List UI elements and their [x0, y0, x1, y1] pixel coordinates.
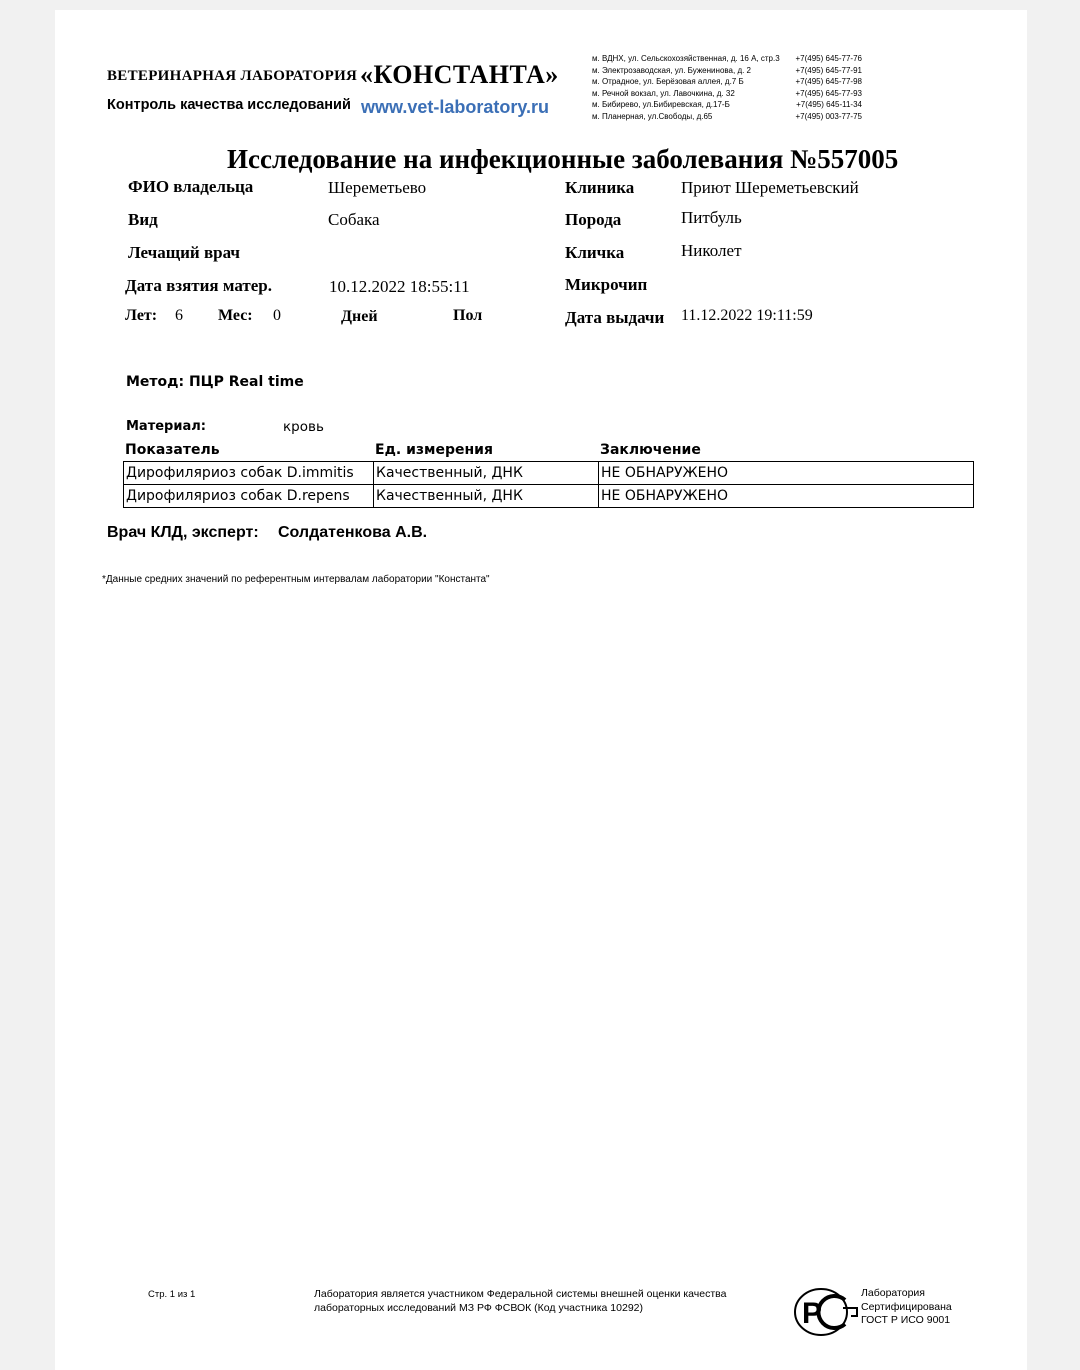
months-label: Мес:: [218, 307, 253, 324]
address-text: м. Планерная, ул.Свободы, д.65: [592, 111, 713, 121]
phone-text: +7(495) 645-11-34: [796, 100, 862, 109]
certification-text: [861, 1287, 971, 1328]
table-cell: Дирофиляриоз собак D.immitis: [124, 462, 374, 485]
lab-brand: «КОНСТАНТА»: [360, 60, 559, 89]
table-cell: Качественный, ДНК: [374, 462, 599, 485]
column-header-unit: Ед. измерения: [375, 442, 493, 458]
clinic-value: Приют Шереметьевский: [681, 178, 859, 197]
issue-date-label: Дата выдачи: [565, 308, 665, 327]
phone-text: +7(495) 645-77-76: [795, 54, 862, 63]
table-cell: НЕ ОБНАРУЖЕНО: [599, 485, 974, 508]
material-value: кровь: [283, 419, 324, 435]
table-cell: Дирофиляриоз собак D.repens: [124, 485, 374, 508]
address-text: м. Бибирево, ул.Бибиревская, д.17-Б: [592, 100, 730, 109]
chip-label: Микрочип: [565, 275, 648, 294]
owner-value: Шереметьево: [328, 178, 427, 197]
address-row: [592, 88, 862, 100]
page-number: Стр. 1 из 1: [148, 1289, 196, 1300]
certification-logo-icon: [793, 1286, 861, 1338]
address-row: [592, 65, 862, 77]
phone-text: +7(495) 645-77-93: [795, 88, 862, 98]
address-row: [592, 53, 862, 65]
species-value: Собака: [328, 210, 380, 229]
lab-name: ВЕТЕРИНАРНАЯ ЛАБОРАТОРИЯ: [107, 68, 358, 84]
clinic-label: Клиника: [565, 178, 635, 197]
signer-label: Врач КЛД, эксперт:: [107, 524, 259, 541]
table-row: [124, 462, 974, 485]
owner-label: ФИО владельца: [128, 177, 254, 196]
cert-line: ГОСТ Р ИСО 9001: [861, 1314, 951, 1326]
table-cell: Качественный, ДНК: [374, 485, 599, 508]
address-text: м. Отрадное, ул. Берёзовая аллея, д.7 Б: [592, 77, 744, 86]
phone-text: +7(495) 645-77-91: [795, 65, 862, 75]
column-header-conclusion: Заключение: [600, 442, 701, 458]
column-header-indicator: Показатель: [125, 442, 220, 458]
method-text: Метод: ПЦР Real time: [126, 374, 304, 390]
svg-text:Р: Р: [802, 1297, 823, 1330]
months-value: 0: [273, 307, 281, 324]
cert-line: Сертифицирована: [861, 1300, 952, 1313]
fsvok-note: Лаборатория является участником Федеральной системы внешней оценки качества лабораторных исследований МЗ РФ ФСВОК (Код участника 10292): [314, 1288, 727, 1314]
sample-date-label: Дата взятия матер.: [125, 276, 272, 295]
cert-line: Лаборатория: [861, 1287, 925, 1299]
sex-label: Пол: [453, 307, 483, 324]
signer-name: Солдатенкова А.В.: [278, 524, 428, 541]
phone-text: +7(495) 003-77-75: [795, 111, 862, 121]
breed-value: Питбуль: [681, 208, 742, 227]
document-title: Исследование на инфекционные заболевания №557005: [227, 144, 899, 174]
results-table: [123, 461, 974, 508]
nickname-value: Николет: [681, 241, 742, 260]
days-label: Дней: [341, 308, 378, 325]
years-value: 6: [175, 307, 183, 324]
table-cell: НЕ ОБНАРУЖЕНО: [599, 462, 974, 485]
address-row: [592, 76, 862, 88]
years-label: Лет:: [125, 307, 158, 324]
material-label: Материал:: [126, 419, 206, 434]
address-row: [592, 111, 862, 123]
address-text: м. Электрозаводская, ул. Буженинова, д. 2: [592, 65, 752, 75]
phone-text: +7(495) 645-77-98: [795, 77, 862, 86]
address-text: м. ВДНХ, ул. Сельскохозяйственная, д. 16 А, стр.3: [592, 54, 780, 63]
address-row: [592, 99, 862, 111]
doctor-label: Лечащий врач: [128, 243, 240, 262]
issue-date-value: 11.12.2022 19:11:59: [681, 307, 813, 324]
address-text: м. Речной вокзал, ул. Лавочкина, д. 32: [592, 88, 735, 98]
sample-date-value: 10.12.2022 18:55:11: [329, 277, 470, 296]
nickname-label: Кличка: [565, 243, 625, 262]
address-list: [592, 53, 862, 122]
footnote: *Данные средних значений по референтным интервалам лаборатории "Константа": [102, 574, 490, 585]
lab-website: www.vet-laboratory.ru: [361, 97, 550, 117]
species-label: Вид: [128, 210, 158, 229]
table-row: [124, 485, 974, 508]
lab-subtitle: Контроль качества исследований: [107, 97, 351, 113]
breed-label: Порода: [565, 210, 622, 229]
document-page: [55, 10, 1027, 1370]
